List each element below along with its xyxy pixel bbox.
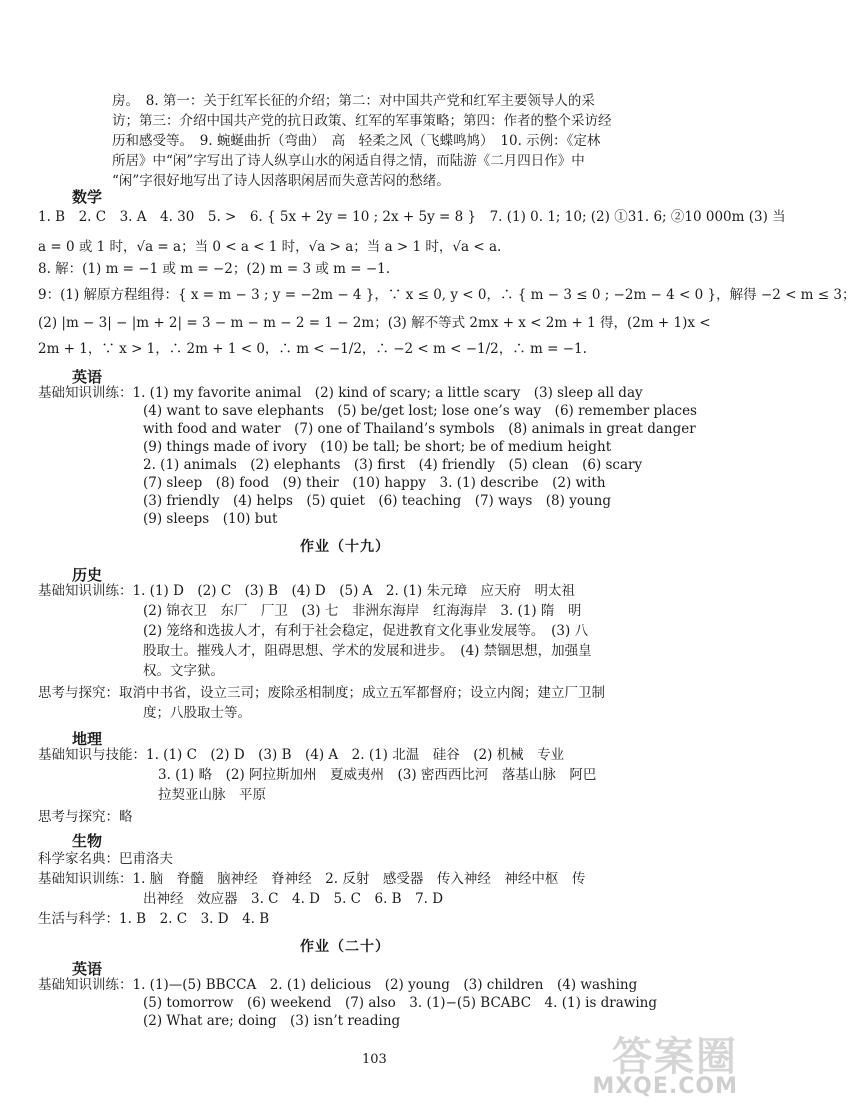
biology-line-2: 基础知识训练：1. 脑 脊髓 脑神经 脊神经 2. 反射 感受器 传入神经 神经中枢 传 — [38, 871, 586, 887]
chinese-tail-line-2: 访；第三：介绍中国共产党的抗日政策、红军的军事策略；第四：作者的整个采访经 — [112, 113, 612, 129]
watermark-text-top: 答案圈 — [612, 1034, 738, 1080]
history-line-3: (2) 笼络和选拔人才，有利于社会稳定，促进教育文化事业发展等。 (3) 八 — [143, 623, 589, 639]
math-line-1: 1. B 2. C 3. A 4. 30 5. > 6. { 5x + 2y = 10 ; 2x + 5y = 8 } 7. (1) 0. 1; 10; (2) ①31. 6; ②10 000m (3) 当 — [38, 209, 786, 225]
geography-line-1: 基础知识与技能：1. (1) C (2) D (3) B (4) A 2. (1) 北温 硅谷 (2) 机械 专业 — [38, 747, 565, 763]
english-line-2: (4) want to save elephants (5) be/get lost; lose one’s way (6) remember places — [143, 403, 697, 419]
chinese-tail-line-3: 历和感受等。 9. 蜿蜒曲折（弯曲） 高 轻柔之风（飞蝶鸣鸠） 10. 示例：《定林 — [112, 133, 601, 149]
biology-line-4: 生活与科学：1. B 2. C 3. D 4. B — [38, 911, 270, 927]
chinese-tail-line-4: 所居》中“闲”字写出了诗人纵享山水的闲适自得之情，而陆游《二月四日作》中 — [112, 153, 585, 169]
history-line-6: 思考与探究：取消中书省，设立三司；废除丞相制度；成立五军都督府；设立内阁；建立厂卫制 — [38, 685, 605, 701]
english-line-4: (9) things made of ivory (10) be tall; be short; be of medium height — [143, 439, 612, 455]
geography-heading: 地理 — [72, 730, 103, 748]
english-line-3: with food and water (7) one of Thailand’s symbols (8) animals in great danger — [143, 421, 696, 437]
english-line-1: 基础知识训练：1. (1) my favorite animal (2) kind of scary; a little scary (3) sleep all day — [38, 385, 643, 401]
english-heading: 英语 — [72, 368, 103, 386]
math-line-2: a = 0 或 1 时，√a = a；当 0 < a < 1 时，√a > a；当 a > 1 时，√a < a. — [38, 239, 502, 255]
page-number: 103 — [362, 1052, 387, 1067]
history-line-7: 度；八股取士等。 — [143, 705, 251, 721]
chinese-tail-line-5: “闲”字很好地写出了诗人因落职闲居而失意苦闷的愁绪。 — [112, 173, 450, 189]
math-line-4: 9：(1) 解原方程组得：{ x = m − 3 ; y = −2m − 4 }，∵ x ≤ 0, y < 0，∴ { m − 3 ≤ 0 ; −2m − 4 < 0 }，解得 −2 < m ≤ 3； — [38, 287, 855, 303]
english-line-7: (3) friendly (4) helps (5) quiet (6) teaching (7) ways (8) young — [143, 493, 611, 509]
history-line-5: 权。文字狱。 — [143, 663, 224, 679]
geography-line-2: 3. (1) 略 (2) 阿拉斯加州 夏威夷州 (3) 密西西比河 落基山脉 阿巴 — [158, 767, 597, 783]
math-line-3: 8. 解：(1) m = −1 或 m = −2；(2) m = 3 或 m = −1. — [38, 261, 391, 277]
chinese-tail-line-1: 房。 8. 第一：关于红军长征的介绍；第二：对中国共产党和红军主要领导人的采 — [112, 93, 595, 109]
english2-heading: 英语 — [72, 960, 103, 978]
english-line-6: (7) sleep (8) food (9) their (10) happy 3. (1) describe (2) with — [143, 475, 606, 491]
biology-line-3: 出神经 效应器 3. C 4. D 5. C 6. B 7. D — [143, 891, 444, 907]
english2-line-1: 基础知识训练：1. (1)—(5) BBCCA 2. (1) delicious (2) young (3) children (4) washing — [38, 977, 638, 993]
biology-line-1: 科学家名典：巴甫洛夫 — [38, 851, 173, 867]
homework-19-title: 作业（十九） — [300, 539, 390, 555]
english2-line-3: (2) What are; doing (3) isn’t reading — [143, 1013, 401, 1029]
history-line-4: 股取士。摧残人才，阻碍思想、学术的发展和进步。 (4) 禁锢思想，加强皇 — [143, 643, 592, 659]
geography-line-3: 拉契亚山脉 平原 — [158, 787, 266, 803]
geography-line-4: 思考与探究：略 — [38, 809, 133, 825]
math-line-5: (2) |m − 3| − |m + 2| = 3 − m − m − 2 = 1 − 2m；(3) 解不等式 2mx + x < 2m + 1 得，(2m + 1)x < — [38, 315, 711, 331]
history-heading: 历史 — [72, 566, 103, 584]
math-heading: 数学 — [72, 188, 103, 206]
english-line-8: (9) sleeps (10) but — [143, 511, 278, 527]
watermark-logo — [588, 1025, 738, 1099]
homework-20-title: 作业（二十） — [300, 939, 390, 955]
history-line-1: 基础知识训练：1. (1) D (2) C (3) B (4) D (5) A 2. (1) 朱元璋 应天府 明太祖 — [38, 583, 575, 599]
english2-line-2: (5) tomorrow (6) weekend (7) also 3. (1)−(5) BCABC 4. (1) is drawing — [143, 995, 658, 1011]
watermark-text-bottom: MXQE.COM — [592, 1074, 738, 1099]
biology-heading: 生物 — [72, 832, 103, 850]
math-line-6: 2m + 1，∵ x > 1，∴ 2m + 1 < 0，∴ m < −1/2，∴ −2 < m < −1/2，∴ m = −1. — [38, 341, 587, 357]
history-line-2: (2) 锦衣卫 东厂 厂卫 (3) 七 非洲东海岸 红海海岸 3. (1) 隋 明 — [143, 603, 582, 619]
english-line-5: 2. (1) animals (2) elephants (3) first (4) friendly (5) clean (6) scary — [143, 457, 643, 473]
